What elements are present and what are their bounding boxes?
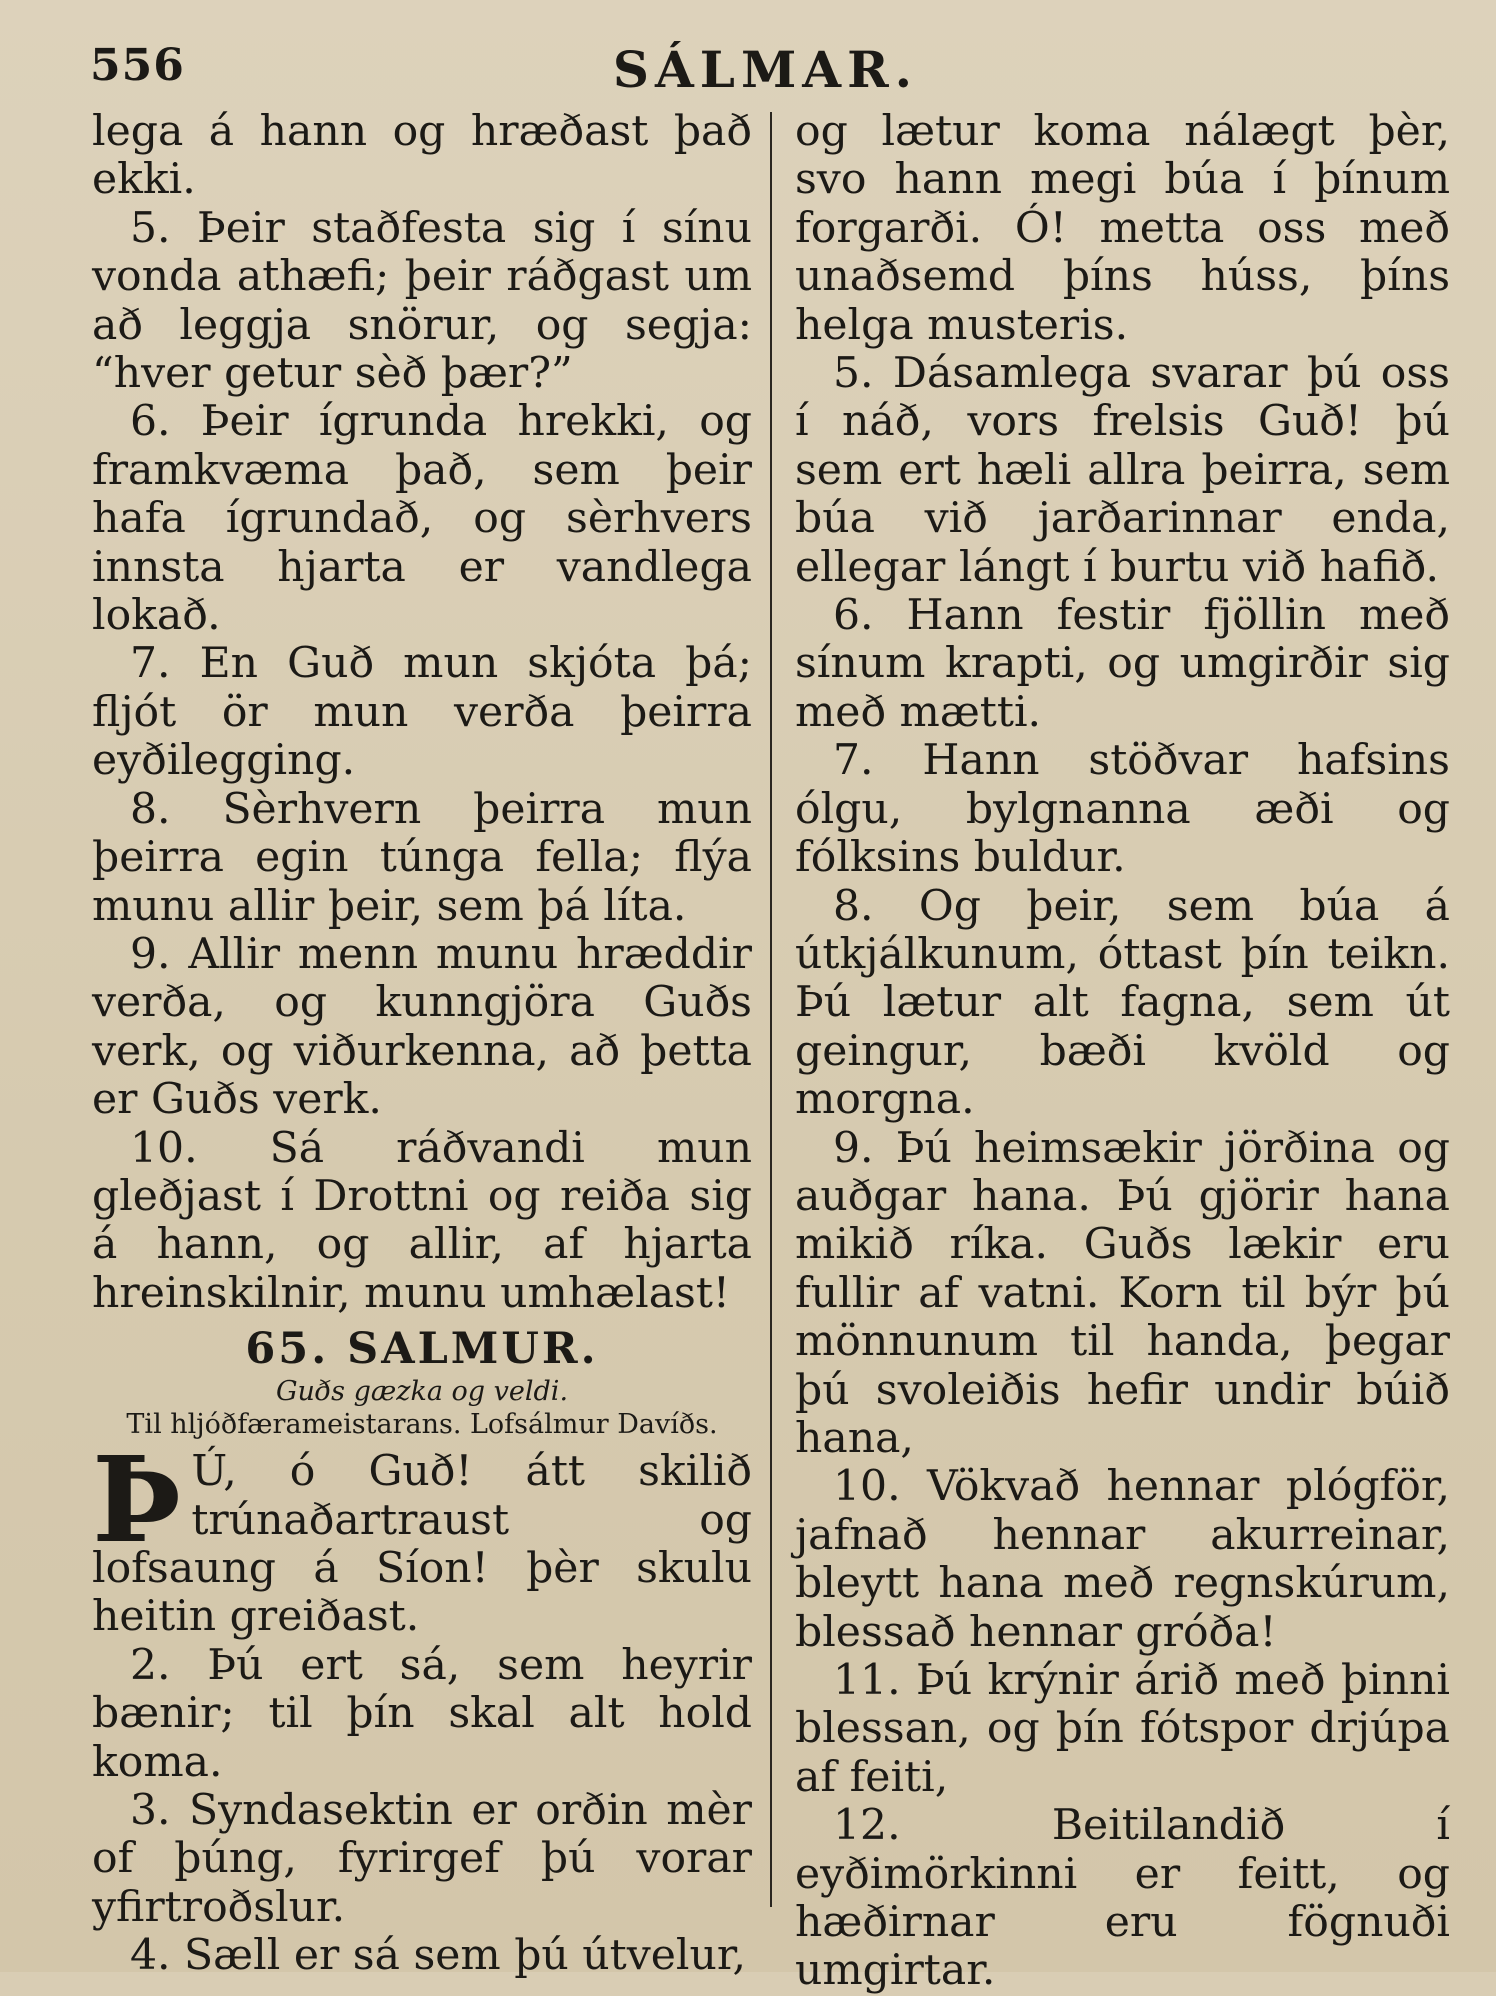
psalm-verse-3: 3. Syndasektin er orðin mèr of þúng, fyrirgef þú vorar yfirtroðslur. <box>92 1786 752 1932</box>
psalm-verse-1 <box>92 1430 752 1642</box>
verse-9: 9. Allir menn munu hræddir verða, og kunngjöra Guðs verk, og viðurkenna, að þetta er Guðs verk. <box>92 929 752 1125</box>
psalm-verse-6: 6. Hann festir fjöllin með sínum krapti, og umgirðir sig með mætti. <box>795 591 1450 737</box>
verse-7: 7. En Guð mun skjóta þá; fljót ör mun verða þeirra eyðilegging. <box>92 639 752 786</box>
psalm-verse-4: 4. Sæll er sá sem þú útvelur, <box>130 1931 747 1981</box>
verse-10: 10. Sá ráðvandi mun gleðjast í Drottni og reiða sig á hann, og allir, af hjarta hreinskilnir, munu umhælast! <box>92 1123 752 1318</box>
psalm-heading: 65. SALMUR. <box>245 1324 599 1375</box>
verse-5: 5. Þeir staðfesta sig í sínu vonda athæfi; þeir ráðgast um að leggja snörur, og segja: “hver getur sèð þær?” <box>92 203 752 399</box>
psalm-subtitle: Guðs gæzka og veldi. <box>275 1376 569 1408</box>
verse-8: 8. Sèrhvern þeirra mun þeirra egin túnga fella; flýa munu allir þeir, sem þá líta. <box>92 784 752 931</box>
psalm-verse-7: 7. Hann stöðvar hafsins ólgu, bylgnanna æði og fólksins buldur. <box>795 736 1450 883</box>
verse-continuation: lega á hann og hræðast það ekki. <box>92 107 752 205</box>
psalm-verse-11: 11. Þú krýnir árið með þinni blessan, og þín fótspor drjúpa af feiti, <box>795 1656 1450 1802</box>
psalm-verse-9: 9. Þú heimsækir jörðina og auðgar hana. Þú gjörir hana mikið ríka. Guðs lækir eru fullir af vatni. Korn til býr þú mönnunum til handa, þegar þú svoleiðis hefir undir búið hana, <box>795 1123 1450 1463</box>
verse-4-continuation: og lætur koma nálægt þèr, svo hann megi búa í þínum forgarði. Ó! metta oss með unaðsemd þíns húss, þíns helga musteris. <box>795 107 1450 350</box>
drop-cap: Þ <box>92 1430 182 1570</box>
psalm-verse-12: 12. Beitilandið í eyðimörkinni er feitt, og hæðirnar eru fögnuði umgirtar. <box>795 1801 1450 1996</box>
left-column <box>92 108 752 1981</box>
psalm-verse-1-text: Ú, ó Guð! átt skilið trúnaðartraust og lofsaung á Síon! þèr skulu heitin greiðast. <box>92 1447 752 1642</box>
page-number: 556 <box>90 40 185 91</box>
verse-6: 6. Þeir ígrunda hrekki, og framkvæma það, sem þeir hafa ígrundað, og sèrhvers innsta hjarta er vandlega lokað. <box>92 397 752 641</box>
page-header <box>90 40 1441 100</box>
psalm-verse-2: 2. Þú ert sá, sem heyrir bænir; til þín skal alt hold koma. <box>92 1640 752 1787</box>
psalm-superscription: Til hljóðfærameistarans. Lofsálmur Davíðs. <box>126 1409 718 1441</box>
psalm-verse-10: 10. Vökvað hennar plógför, jafnað hennar akurreinar, bleytt hana með regnskúrum, blessað hennar gróða! <box>795 1462 1450 1657</box>
column-divider <box>770 112 772 1907</box>
psalm-verse-8: 8. Og þeir, sem búa á útkjálkunum, óttast þín teikn. Þú lætur alt fagna, sem út geingur, bæði kvöld og morgna. <box>795 881 1450 1125</box>
running-title: SÁLMAR. <box>612 40 919 99</box>
right-column <box>795 108 1450 1996</box>
psalm-verse-5: 5. Dásamlega svarar þú oss í náð, vors frelsis Guð! þú sem ert hæli allra þeirra, sem búa við jarðarinnar enda, ellegar lángt í burtu við hafið. <box>795 349 1450 592</box>
